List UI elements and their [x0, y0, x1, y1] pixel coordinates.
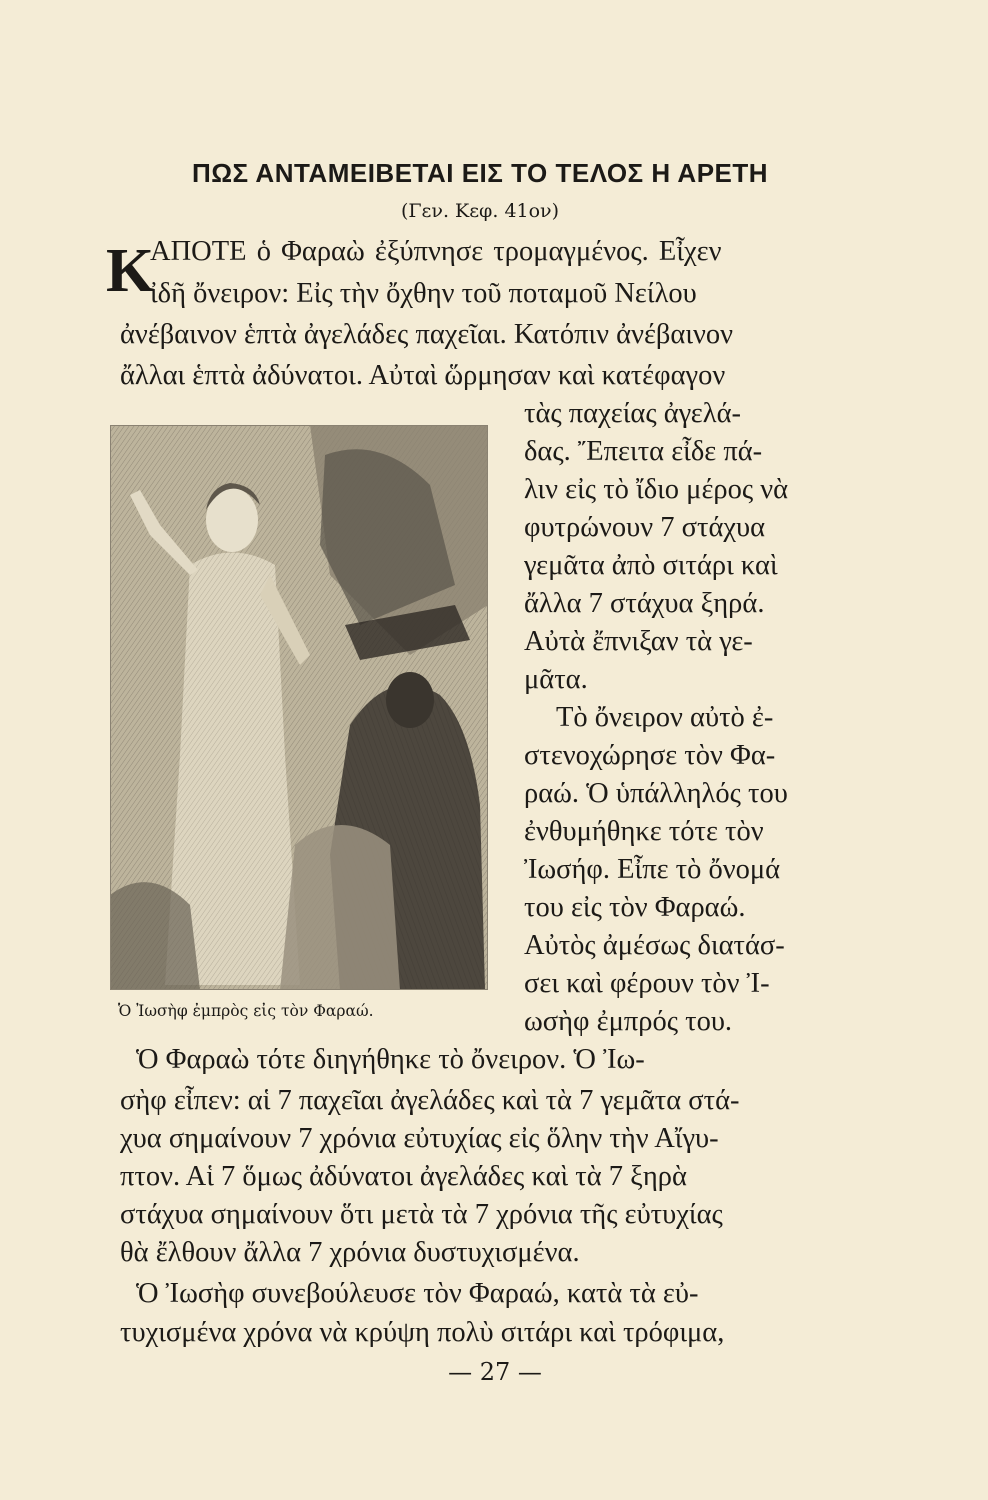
- page-number: — 27 —: [448, 1358, 542, 1386]
- text-line: ΑΠΟΤΕ ὁ Φαραὼ ἐξύπνησε τρομαγμένος. Εἶχεν: [150, 236, 722, 267]
- scripture-reference: (Γεν. Κεφ. 41ον): [400, 200, 560, 222]
- text-line: μᾶτα.: [524, 664, 588, 695]
- text-line: Αὐτὰ ἔπνιξαν τὰ γε-: [524, 626, 753, 657]
- text-line: πτον. Αἱ 7 ὅμως ἀδύνατοι ἀγελάδες καὶ τὰ 7 ξηρὰ: [120, 1161, 687, 1192]
- text-line: Ὁ Φαραὼ τότε διηγήθηκε τὸ ὄνειρον. Ὁ Ἰω-: [136, 1044, 645, 1075]
- text-line: σει καὶ φέρουν τὸν Ἰ-: [524, 968, 770, 999]
- text-line: ἰδῆ ὄνειρον: Εἰς τὴν ὄχθην τοῦ ποταμοῦ Νείλου: [150, 278, 697, 309]
- text-line: θὰ ἔλθουν ἄλλα 7 χρόνια δυστυχισμένα.: [120, 1237, 580, 1268]
- text-line: ἄλλα 7 στάχυα ξηρά.: [524, 588, 765, 619]
- text-line: ωσὴφ ἐμπρός του.: [524, 1006, 733, 1037]
- illustration-artwork: [110, 425, 488, 990]
- drop-cap: Κ: [106, 237, 155, 305]
- text-line: ἐνθυμήθηκε τότε τὸν: [524, 816, 764, 847]
- text-line: του εἰς τὸν Φαραώ.: [524, 892, 746, 923]
- text-line: στάχυα σημαίνουν ὅτι μετὰ τὰ 7 χρόνια τῆς εὐτυχίας: [120, 1199, 723, 1230]
- text-line: λιν εἰς τὸ ἴδιο μέρος νὰ: [524, 474, 789, 505]
- text-line: Τὸ ὄνειρον αὐτὸ ἐ-: [556, 702, 774, 733]
- text-line: Ὁ Ἰωσὴφ συνεβούλευσε τὸν Φαραώ, κατὰ τὰ εὐ-: [136, 1278, 699, 1309]
- text-line: Αὐτὸς ἀμέσως διατάσ-: [524, 930, 785, 961]
- text-line: τὰς παχείας ἀγελά-: [524, 398, 741, 429]
- text-line: ἀνέβαινον ἑπτὰ ἀγελάδες παχεῖαι. Κατόπιν ἀνέβαινον: [120, 319, 734, 350]
- text-line: σὴφ εἶπεν: αἱ 7 παχεῖαι ἀγελάδες καὶ τὰ 7 γεμᾶτα στά-: [120, 1085, 740, 1116]
- chapter-title: ΠΩΣ ΑΝΤΑΜΕΙΒΕΤΑΙ ΕΙΣ ΤΟ ΤΕΛΟΣ Η ΑΡΕΤΗ: [191, 158, 769, 188]
- text-line: δας. Ἔπειτα εἶδε πά-: [524, 436, 763, 467]
- text-line: στενοχώρησε τὸν Φα-: [524, 740, 776, 771]
- text-line: χυα σημαίνουν 7 χρόνια εὐτυχίας εἰς ὅλην τὴν Αἴγυ-: [120, 1123, 719, 1154]
- text-line: τυχισμένα χρόνα νὰ κρύψη πολὺ σιτάρι καὶ τρόφιμα,: [120, 1317, 725, 1348]
- text-line: ραώ. Ὁ ὑπάλληλός του: [524, 778, 788, 809]
- text-line: φυτρώνουν 7 στάχυα: [524, 512, 766, 543]
- text-line: ἄλλαι ἑπτὰ ἀδύνατοι. Αὐταὶ ὥρμησαν καὶ κατέφαγον: [120, 360, 726, 391]
- illustration-caption: Ὁ Ἰωσὴφ ἐμπρὸς εἰς τὸν Φαραώ.: [118, 1002, 374, 1020]
- illustration-joseph-before-pharaoh: [110, 425, 488, 990]
- text-line: Ἰωσήφ. Εἶπε τὸ ὄνομά: [524, 854, 781, 885]
- text-line: γεμᾶτα ἀπὸ σιτάρι καὶ: [524, 550, 778, 581]
